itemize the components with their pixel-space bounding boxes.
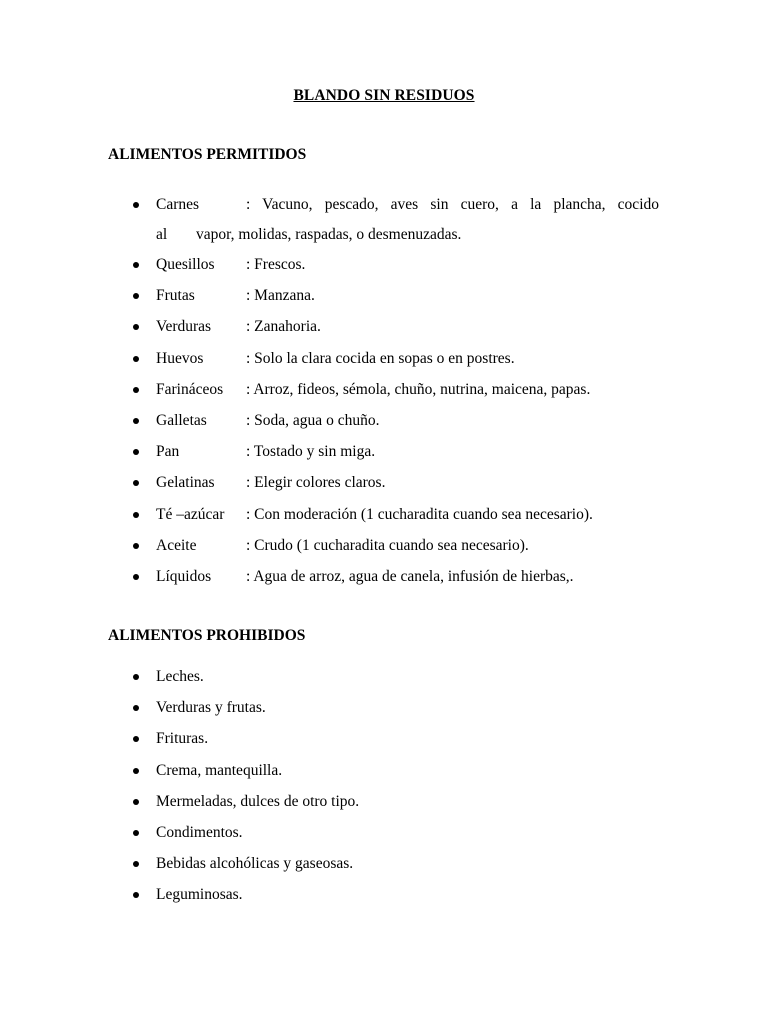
bullet-icon	[133, 480, 139, 486]
item-name: Frutas	[156, 287, 195, 305]
item-text: Frituras.	[156, 730, 209, 748]
bullet-icon	[133, 387, 139, 393]
item-text: Leguminosas.	[156, 886, 243, 904]
item-name: Carnes	[156, 196, 200, 213]
item-description: : Tostado y sin miga.	[246, 443, 376, 461]
continued-text: vapor, molidas, raspadas, o desmenuzadas.	[196, 226, 462, 243]
item-description: : Manzana.	[246, 287, 315, 305]
bullet-icon	[133, 202, 139, 208]
item-name: Aceite	[156, 536, 197, 554]
bullet-icon	[133, 418, 139, 424]
bullet-icon	[133, 830, 139, 836]
bullet-icon	[133, 324, 139, 330]
bullet-icon	[133, 892, 139, 898]
document-title: BLANDO SIN RESIDUOS	[293, 87, 475, 104]
item-description: : Frescos.	[246, 256, 306, 273]
bullet-icon	[133, 768, 139, 774]
heading-permitidos: ALIMENTOS PERMITIDOS	[108, 146, 307, 163]
item-name: Galletas	[156, 411, 207, 429]
item-text: Bebidas alcohólicas y gaseosas.	[156, 855, 354, 873]
bullet-icon	[133, 674, 139, 680]
item-description: : Soda, agua o chuño.	[246, 411, 380, 429]
item-name: Quesillos	[156, 256, 215, 273]
bullet-icon	[133, 356, 139, 362]
bullet-icon	[133, 736, 139, 742]
item-name: Verduras	[156, 318, 212, 336]
bullet-icon	[133, 293, 139, 299]
item-name: Huevos	[156, 349, 204, 367]
item-text: Crema, mantequilla.	[156, 761, 283, 779]
item-description-continued	[156, 224, 461, 246]
item-description: : Solo la clara cocida en sopas o en postres.	[246, 349, 515, 367]
item-text: Condimentos.	[156, 823, 243, 841]
item-description: : Vacuno, pescado, aves sin cuero, a la plancha, cocido	[246, 196, 659, 213]
item-description: : Elegir colores claros.	[246, 474, 386, 492]
heading-prohibidos: ALIMENTOS PROHIBIDOS	[108, 627, 306, 644]
item-name: Té –azúcar	[156, 505, 225, 523]
bullet-icon	[133, 512, 139, 518]
bullet-icon	[133, 449, 139, 455]
bullet-icon	[133, 574, 139, 580]
item-name: Pan	[156, 443, 180, 461]
item-name: Gelatinas	[156, 474, 215, 492]
item-text: Mermeladas, dulces de otro tipo.	[156, 792, 360, 810]
bullet-icon	[133, 799, 139, 805]
bullet-icon	[133, 861, 139, 867]
bullet-icon	[133, 262, 139, 268]
item-text: Verduras y frutas.	[156, 699, 266, 717]
continued-word: al	[156, 226, 168, 243]
item-description: : Zanahoria.	[246, 318, 321, 336]
item-name: Farináceos	[156, 380, 224, 398]
item-text: Leches.	[156, 668, 204, 685]
item-name: Líquidos	[156, 567, 212, 585]
item-description: : Crudo (1 cucharadita cuando sea necesario).	[246, 536, 529, 554]
bullet-icon	[133, 543, 139, 549]
item-description: : Con moderación (1 cucharadita cuando sea necesario).	[246, 505, 593, 523]
item-description: : Arroz, fideos, sémola, chuño, nutrina, maicena, papas.	[246, 380, 591, 398]
bullet-icon	[133, 705, 139, 711]
item-description: : Agua de arroz, agua de canela, infusión de hierbas,.	[246, 567, 574, 585]
